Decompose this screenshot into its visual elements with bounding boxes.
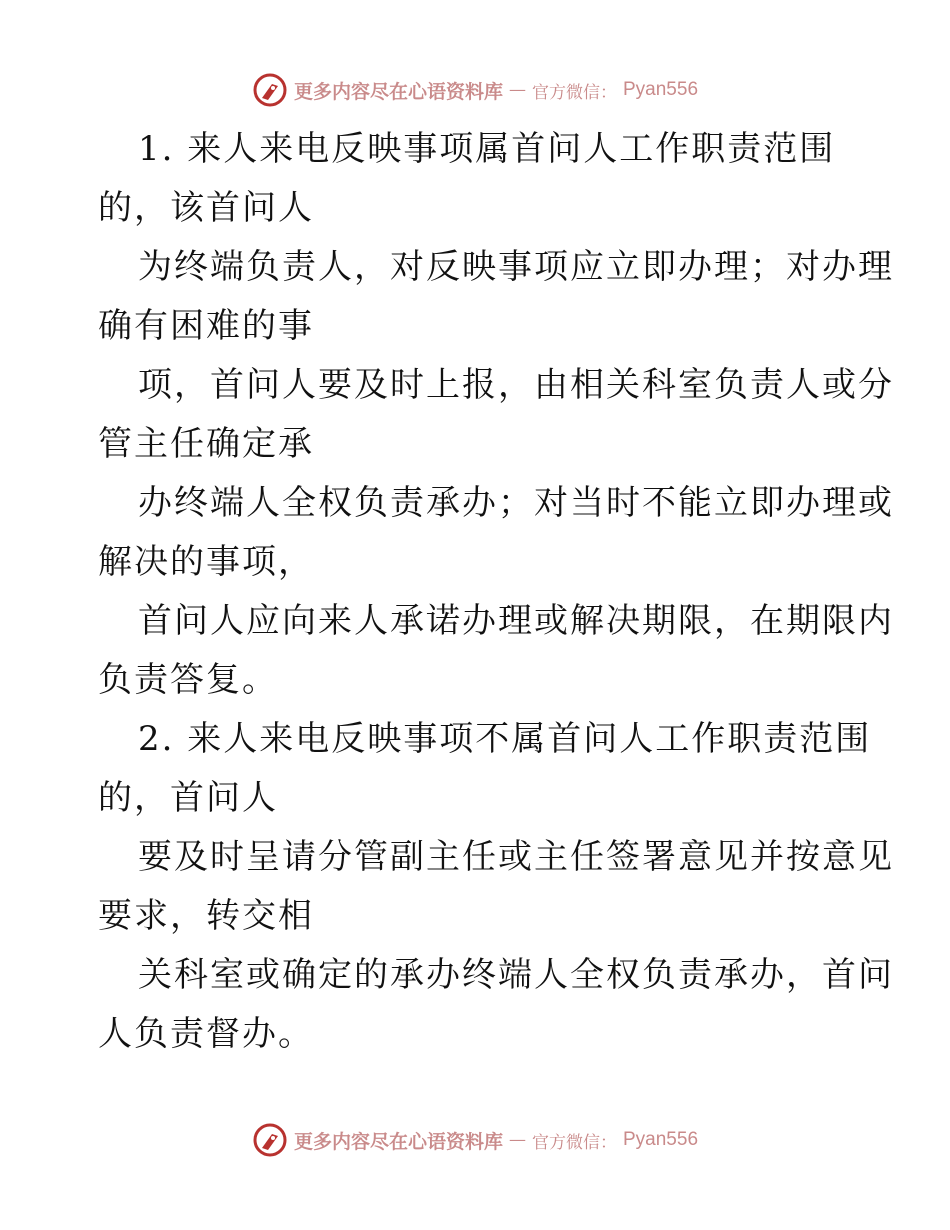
- paragraph-line: 要及时呈请分管副主任或主任签署意见并按意见: [138, 837, 894, 877]
- paragraph-line: 为终端负责人，对反映事项应立即办理；对办理: [138, 247, 894, 287]
- header-watermark: [0, 70, 950, 110]
- paragraph-line: 负责答复。: [98, 660, 278, 700]
- paragraph-line: 的，该首问人: [98, 188, 314, 228]
- watermark-title: 更多内容尽在心语资料库: [293, 80, 503, 103]
- watermark-wechat-id: Pyan556: [623, 79, 699, 100]
- paragraph-line: 关科室或确定的承办终端人全权负责承办，首问: [138, 955, 894, 995]
- watermark-dash: —: [509, 1130, 526, 1150]
- paragraph-line: 确有困难的事: [98, 306, 314, 346]
- paragraph-line: 解决的事项，: [98, 542, 314, 582]
- pen-nib-logo-icon: [252, 72, 288, 108]
- paragraph-line: 项，首问人要及时上报，由相关科室负责人或分: [138, 365, 894, 405]
- watermark-dash: —: [509, 80, 526, 100]
- watermark-wechat-label: 官方微信：: [532, 1132, 617, 1153]
- watermark-wechat-label: 官方微信：: [532, 82, 617, 103]
- document-body: [98, 120, 894, 1064]
- paragraph-line: 首问人应向来人承诺办理或解决期限，在期限内: [138, 601, 894, 641]
- paragraph-line: 的，首问人: [98, 778, 278, 818]
- paragraph-line: 1. 来人来电反映事项属首问人工作职责范围: [138, 129, 836, 169]
- footer-watermark: [0, 1120, 950, 1160]
- paragraph-line: 要求，转交相: [98, 896, 314, 936]
- paragraph-line: 2. 来人来电反映事项不属首问人工作职责范围: [138, 719, 872, 759]
- pen-nib-logo-icon: [252, 1122, 288, 1158]
- paragraph-line: 办终端人全权负责承办；对当时不能立即办理或: [138, 483, 894, 523]
- watermark-title: 更多内容尽在心语资料库: [293, 1130, 503, 1153]
- paragraph-line: 人负责督办。: [98, 1014, 314, 1054]
- paragraph-line: 管主任确定承: [98, 424, 314, 464]
- watermark-wechat-id: Pyan556: [623, 1129, 699, 1150]
